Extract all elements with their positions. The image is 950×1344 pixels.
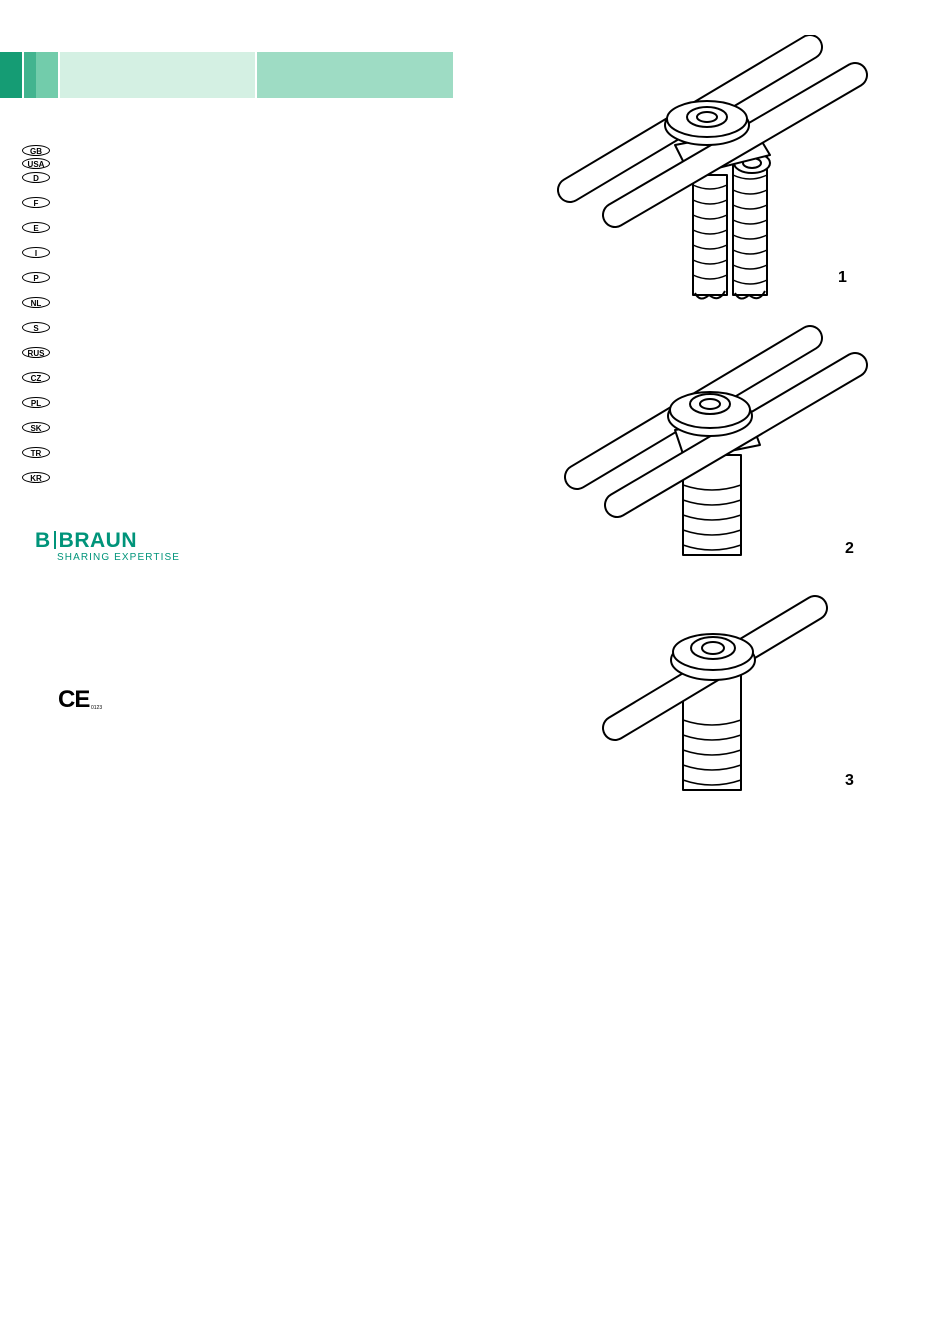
logo-tagline: SHARING EXPERTISE — [57, 552, 180, 563]
notified-body-number: 0123 — [91, 705, 103, 711]
logo-separator — [54, 531, 56, 549]
language-badge-kr: KR — [22, 472, 50, 483]
figure-number-3: 3 — [845, 772, 854, 789]
language-badge-d: D — [22, 172, 50, 183]
single-rod-screw-clamp-icon — [595, 590, 875, 800]
band-segment-5 — [257, 52, 453, 98]
logo-right: BRAUN — [58, 529, 137, 552]
language-badge-p: P — [22, 272, 50, 283]
band-segment-3 — [36, 52, 58, 98]
language-badge-tr: TR — [22, 447, 50, 458]
language-badge-pl: PL — [22, 397, 50, 408]
language-badge-s: S — [22, 322, 50, 333]
double-rod-two-screw-clamp-icon — [555, 35, 875, 315]
ce-certification — [58, 686, 103, 714]
figure-number-2: 2 — [845, 540, 854, 557]
band-segment-2 — [24, 52, 36, 98]
logo-wordmark — [35, 530, 180, 552]
double-rod-single-screw-clamp-icon — [555, 320, 875, 570]
language-badge-nl: NL — [22, 297, 50, 308]
logo-left: B — [35, 529, 51, 552]
band-segment-1 — [0, 52, 22, 98]
language-badge-cz: CZ — [22, 372, 50, 383]
language-badge-rus: RUS — [22, 347, 50, 358]
band-segment-4 — [60, 52, 255, 98]
language-badge-sk: SK — [22, 422, 50, 433]
language-badge-f: F — [22, 197, 50, 208]
language-badge-usa: USA — [22, 158, 50, 169]
figure-number-1: 1 — [838, 269, 847, 286]
language-badge-i: I — [22, 247, 50, 258]
language-badge-gb: GB — [22, 145, 50, 156]
ce-mark: CE — [58, 686, 90, 713]
language-badge-e: E — [22, 222, 50, 233]
bbraun-logo — [35, 530, 180, 564]
